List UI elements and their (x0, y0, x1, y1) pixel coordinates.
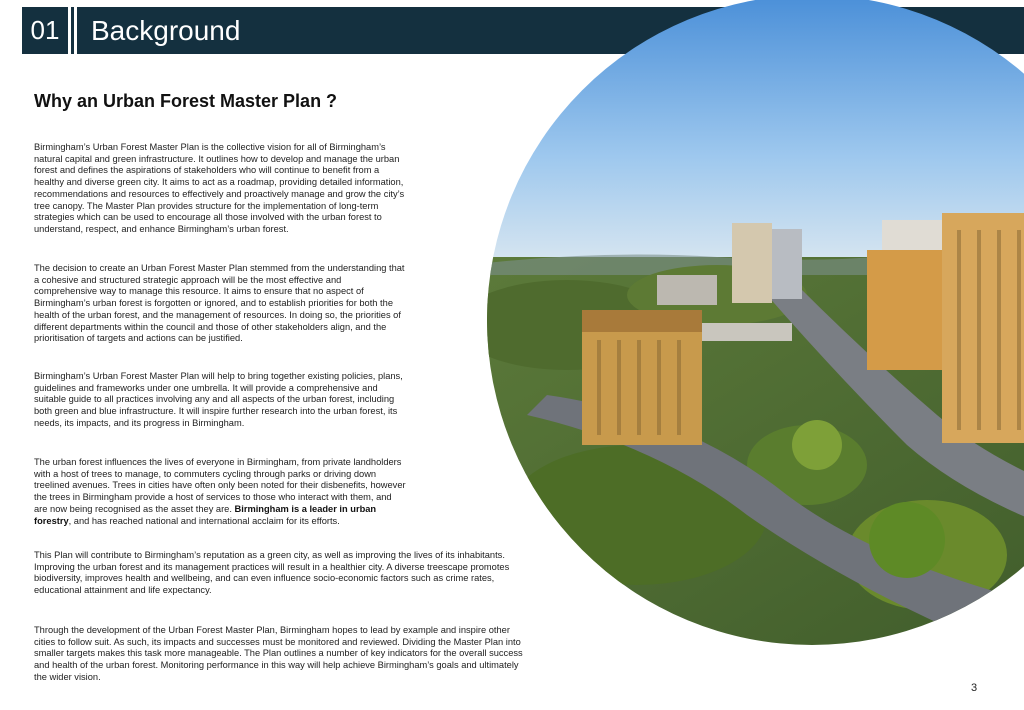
section-title: Background (74, 7, 240, 54)
page-number: 3 (971, 682, 978, 694)
paragraph-2: The decision to create an Urban Forest Master Plan stemmed from the understanding that a cohesive and structured strategic approach will be the most effective and comprehensive way to manage this resource. It aims to ensure that no aspect of Birmingham’s urban forest is forgotten or ignored, and to establish priorities for both the health of the urban forest, and the management of resources. In doing so, the priorities of different departments within the council and those of other stakeholders align, and the prioritisation of targets and actions can be justified. (34, 263, 405, 344)
paragraph-6: Through the development of the Urban Forest Master Plan, Birmingham hopes to lead by example and inspire other cities to follow suit. As such, its impacts and successes must be monitored and reviewed. Dividing the Master Plan into smaller targets makes this task more manageable. The Plan outlines a number of key indicators for the overall success and health of the urban forest. Monitoring performance in this way will help achieve Birmingham’s goals and ultimately the wider vision. (34, 625, 523, 682)
city-aerial-photo (487, 0, 1024, 645)
page-heading: Why an Urban Forest Master Plan ? (34, 91, 338, 111)
paragraph-3: Birmingham’s Urban Forest Master Plan will help to bring together existing policies, plans, guidelines and frameworks under one umbrella. It will provide a comprehensive and suitable guide to all practices involving any and all aspects of the urban forest, including both green and blue infrastructure. It will inspire further research into the urban forest, its needs, its impacts, and its progress in Birmingham. (34, 371, 403, 428)
forestry-emphasis: forestry (34, 515, 69, 526)
section-number: 01 (22, 7, 71, 54)
leader-emphasis: Birmingham is a leader in urban (234, 503, 377, 514)
paragraph-4: The urban forest influences the lives of everyone in Birmingham, from private landholders with a host of trees to manage, to commuters cycling through parks or driving down treelined avenues. Trees in cities have often only been noted for their disbenefits, however the trees in Birmingham provide a host of services to those who interact with them, and are now being recognised as the asset they are. Birmingham is a leader in urban forestry, and has reached national and international acclaim for its efforts. (34, 457, 406, 526)
paragraph-1: Birmingham’s Urban Forest Master Plan is the collective vision for all of Birmingham’s natural capital and green infrastructure. It outlines how to develop and manage the urban forest and defines the aspirations of stakeholders who will continue to benefit from a healthy and diverse green city. It aims to act as a roadmap, providing detailed information, recommendations and resources to effectively and proactively manage and grow the city’s tree canopy. The Master Plan provides structure for the implementation of long-term strategies which can be used to encourage all those involved with the urban forest to understand, respect, and enhance Birmingham’s urban forest. (34, 142, 405, 234)
paragraph-5: This Plan will contribute to Birmingham’s reputation as a green city, as well as improving the lives of its inhabitants. Improving the urban forest and its management practices will result in a healthier city. A diverse treescape promotes biodiversity, improves health and wellbeing, and can even influence socio-economic factors such as crime rates, educational attainment and life expectancy. (34, 550, 510, 596)
